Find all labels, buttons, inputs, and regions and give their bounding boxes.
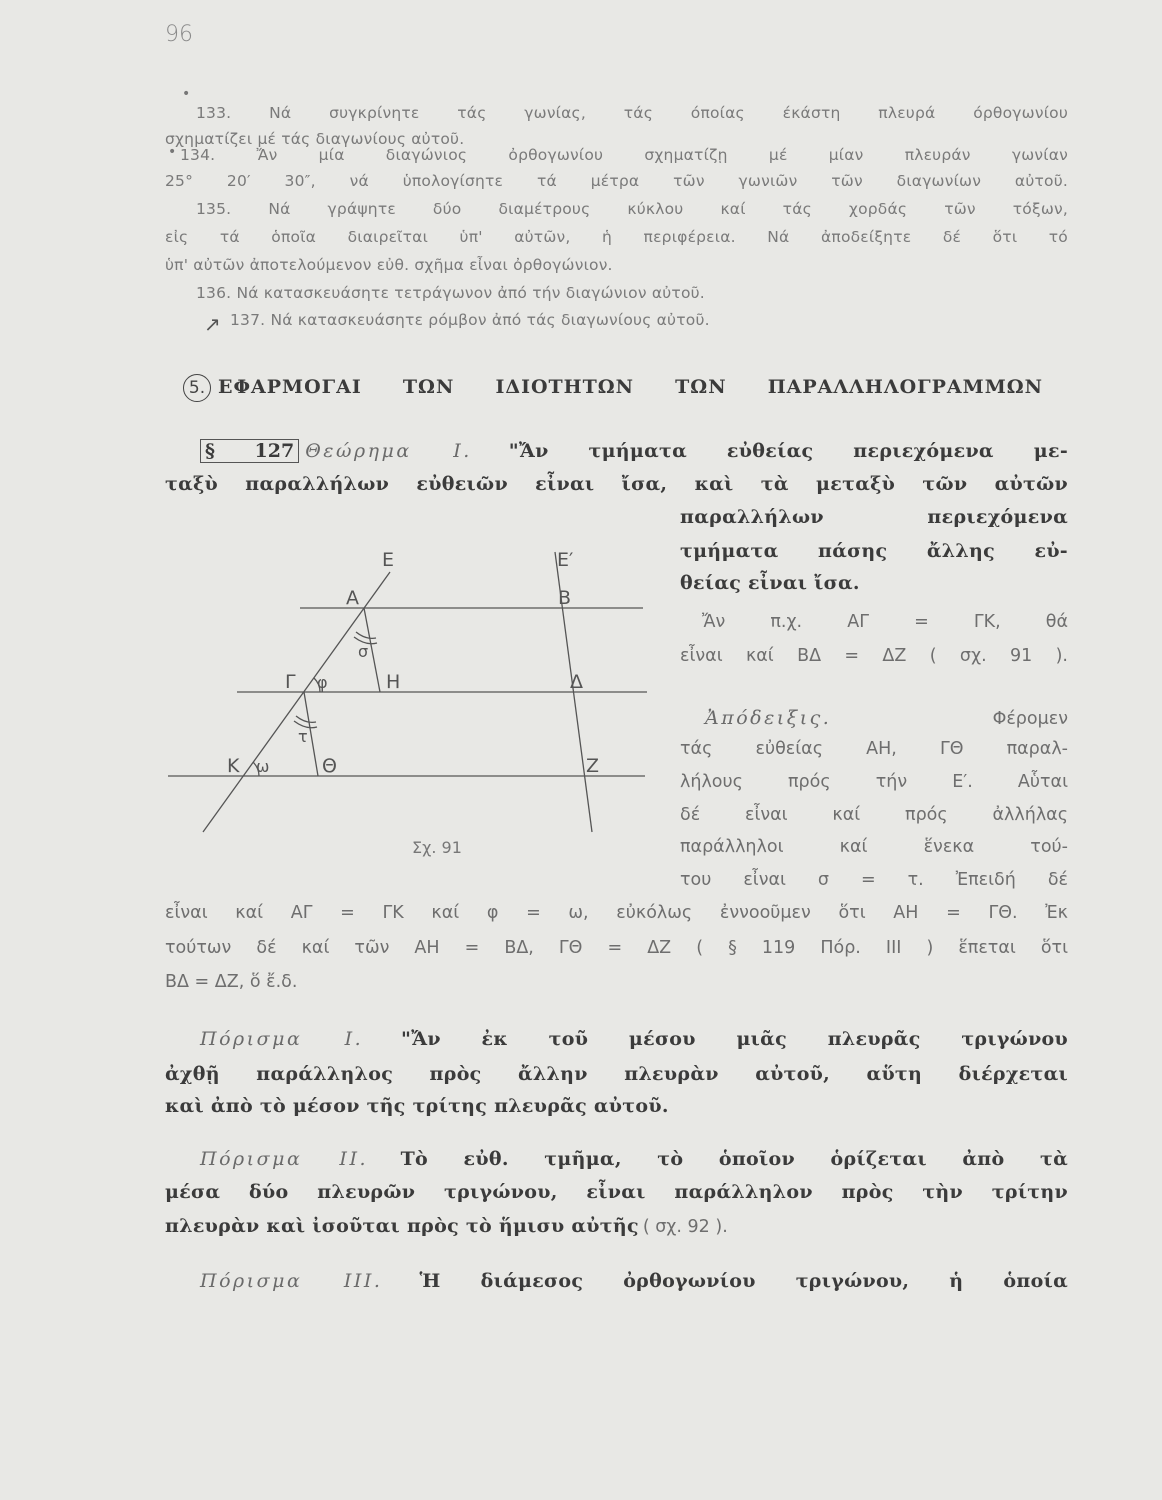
label-H: Η bbox=[386, 671, 401, 693]
pencil-mark: • bbox=[182, 86, 191, 102]
theorem-label: Πόρισμα ΙΙ. bbox=[200, 1148, 368, 1170]
label-A: Α bbox=[346, 587, 359, 609]
label-omega: ω bbox=[256, 757, 270, 776]
text-segment: Φέρομεν bbox=[992, 709, 1068, 729]
label-B: Β bbox=[558, 587, 572, 609]
text-segment: μέσα δύο πλευρῶν τριγώνου, εἶναι παράλληλον πρὸς τὴν τρίτην bbox=[165, 1181, 1068, 1203]
text-segment: ΒΔ = ΔΖ, ὅ ἔ.δ. bbox=[165, 972, 298, 992]
text-segment: Ἄν π.χ. ΑΓ = ΓΚ, θά bbox=[702, 612, 1068, 632]
text-segment: Ἡ διάμεσος ὀρθογωνίου τριγώνου, ἡ ὁποία bbox=[419, 1270, 1068, 1292]
label-K: Κ bbox=[227, 755, 240, 777]
text-segment: ἀχθῇ παράλληλος πρὸς ἄλλην πλευρὰν αὐτοῦ, αὕτη διέρχεται bbox=[165, 1063, 1068, 1085]
text-segment: δέ εἶναι καί πρός ἀλλήλας bbox=[680, 805, 1068, 825]
label-E-prime: Ε′ bbox=[557, 549, 574, 571]
text-segment: εἶναι καί ΑΓ = ΓΚ καί φ = ω, εὐκόλως ἐννοοῦμεν ὅτι ΑΗ = ΓΘ. Ἐκ bbox=[165, 903, 1068, 923]
theorem-label: Ἀπόδειξις. bbox=[705, 707, 832, 729]
text-segment: Τὸ εὐθ. τμῆμα, τὸ ὁποῖον ὁρίζεται ἀπὸ τὰ bbox=[400, 1148, 1068, 1170]
label-tau: τ bbox=[298, 727, 308, 746]
section-number-circle: 5. bbox=[183, 374, 211, 402]
label-Z: Ζ bbox=[586, 755, 600, 777]
arrow-mark: ↗ bbox=[204, 312, 221, 336]
label-D: Δ bbox=[570, 671, 583, 693]
text-segment: εἶναι καί ΒΔ = ΔΖ ( σχ. 91 ). bbox=[680, 646, 1068, 666]
text-segment: τάς εὐθείας ΑΗ, ΓΘ παραλ- bbox=[680, 739, 1068, 759]
angle-tau-arc bbox=[294, 716, 317, 728]
text-segment: "Ἄν τμήματα εὐθείας περιεχόμενα με- bbox=[508, 440, 1068, 462]
text-segment: καὶ ἀπὸ τὸ μέσον τῆς τρίτης πλευρᾶς αὐτοῦ. bbox=[165, 1095, 669, 1117]
text-segment: θείας εἶναι ἴσα. bbox=[680, 572, 860, 594]
pencil-mark: • bbox=[168, 144, 177, 160]
text-segment: ΕΦΑΡΜΟΓΑΙ ΤΩΝ ΙΔΙΟΤΗΤΩΝ ΤΩΝ ΠΑΡΑΛΛΗΛΟΓΡΑΜΜΩΝ bbox=[218, 376, 1043, 398]
text-segment: του εἶναι σ = τ. Ἐπειδή δέ bbox=[680, 870, 1068, 890]
text-segment: λήλους πρός τήν Ε′. Αὗται bbox=[680, 772, 1068, 792]
label-sigma: σ bbox=[358, 642, 369, 661]
label-E: Ε bbox=[382, 549, 395, 571]
text-segment: σχηματίζει μέ τάς διαγωνίους αὐτοῦ. bbox=[165, 130, 465, 148]
text-segment: εἰς τά ὁποῖα διαιρεῖται ὑπ' αὐτῶν, ἡ περιφέρεια. Νά ἀποδείξητε δέ ὅτι τό bbox=[165, 228, 1068, 246]
text-segment: πλευρὰν καὶ ἰσοῦται πρὸς τὸ ἥμισυ αὐτῆς bbox=[165, 1215, 639, 1237]
page-number: 96 bbox=[165, 22, 193, 47]
text-segment: 136. Νά κατασκευάσητε τετράγωνον ἀπό τήν διαγώνιον αὐτοῦ. bbox=[196, 284, 705, 302]
theorem-label: Θεώρημα Ι. bbox=[305, 440, 472, 462]
text-segment: παραλλήλων περιεχόμενα bbox=[680, 506, 1068, 528]
text-segment: παράλληλοι καί ἕνεκα τού- bbox=[680, 837, 1068, 857]
text-segment: 133. Νά συγκρίνητε τάς γωνίας, τάς όποίας έκάστη πλευρά όρθογωνίου bbox=[196, 104, 1068, 122]
text-segment: 25° 20′ 30″, νά ὑπολογίσητε τά μέτρα τῶν γωνιῶν τῶν διαγωνίων αὐτοῦ. bbox=[165, 172, 1068, 190]
section-ref-box: § 127 bbox=[200, 439, 299, 463]
theorem-label: Πόρισμα Ι. bbox=[200, 1028, 364, 1050]
text-segment: τμήματα πάσης ἄλλης εὐ- bbox=[680, 540, 1068, 562]
label-Th: Θ bbox=[322, 755, 337, 777]
text-segment: 135. Νά γράψητε δύο διαμέτρους κύκλου καί τάς χορδάς τῶν τόξων, bbox=[196, 200, 1068, 218]
theorem-label: Πόρισμα ΙΙΙ. bbox=[200, 1270, 383, 1292]
text-segment: ( σχ. 92 ). bbox=[642, 1217, 728, 1237]
transversal-E bbox=[203, 572, 390, 832]
label-phi: φ bbox=[317, 673, 328, 692]
text-segment: ὑπ' αὐτῶν ἀποτελούμενον εὐθ. σχῆμα εἶναι ὀρθογώνιον. bbox=[165, 256, 613, 274]
text-segment: 134. Ἄν μία διαγώνιος ὀρθογωνίου σχηματίζῃ μέ μίαν πλευράν γωνίαν bbox=[180, 146, 1068, 164]
label-G: Γ bbox=[285, 671, 296, 693]
text-segment: τούτων δέ καί τῶν ΑΗ = ΒΔ, ΓΘ = ΔΖ ( § 119 Πόρ. ΙΙΙ ) ἕπεται ὅτι bbox=[165, 938, 1068, 958]
text-segment: "Ἄν ἐκ τοῦ μέσου μιᾶς πλευρᾶς τριγώνου bbox=[401, 1028, 1069, 1050]
text-segment: 137. Νά κατασκευάσητε ρόμβον ἀπό τάς διαγωνίους αὐτοῦ. bbox=[230, 311, 710, 329]
figure-caption: Σχ. 91 bbox=[412, 838, 462, 857]
text-segment: ταξὺ παραλλήλων εὐθειῶν εἶναι ἴσα, καὶ τὰ μεταξὺ τῶν αὐτῶν bbox=[165, 473, 1068, 495]
